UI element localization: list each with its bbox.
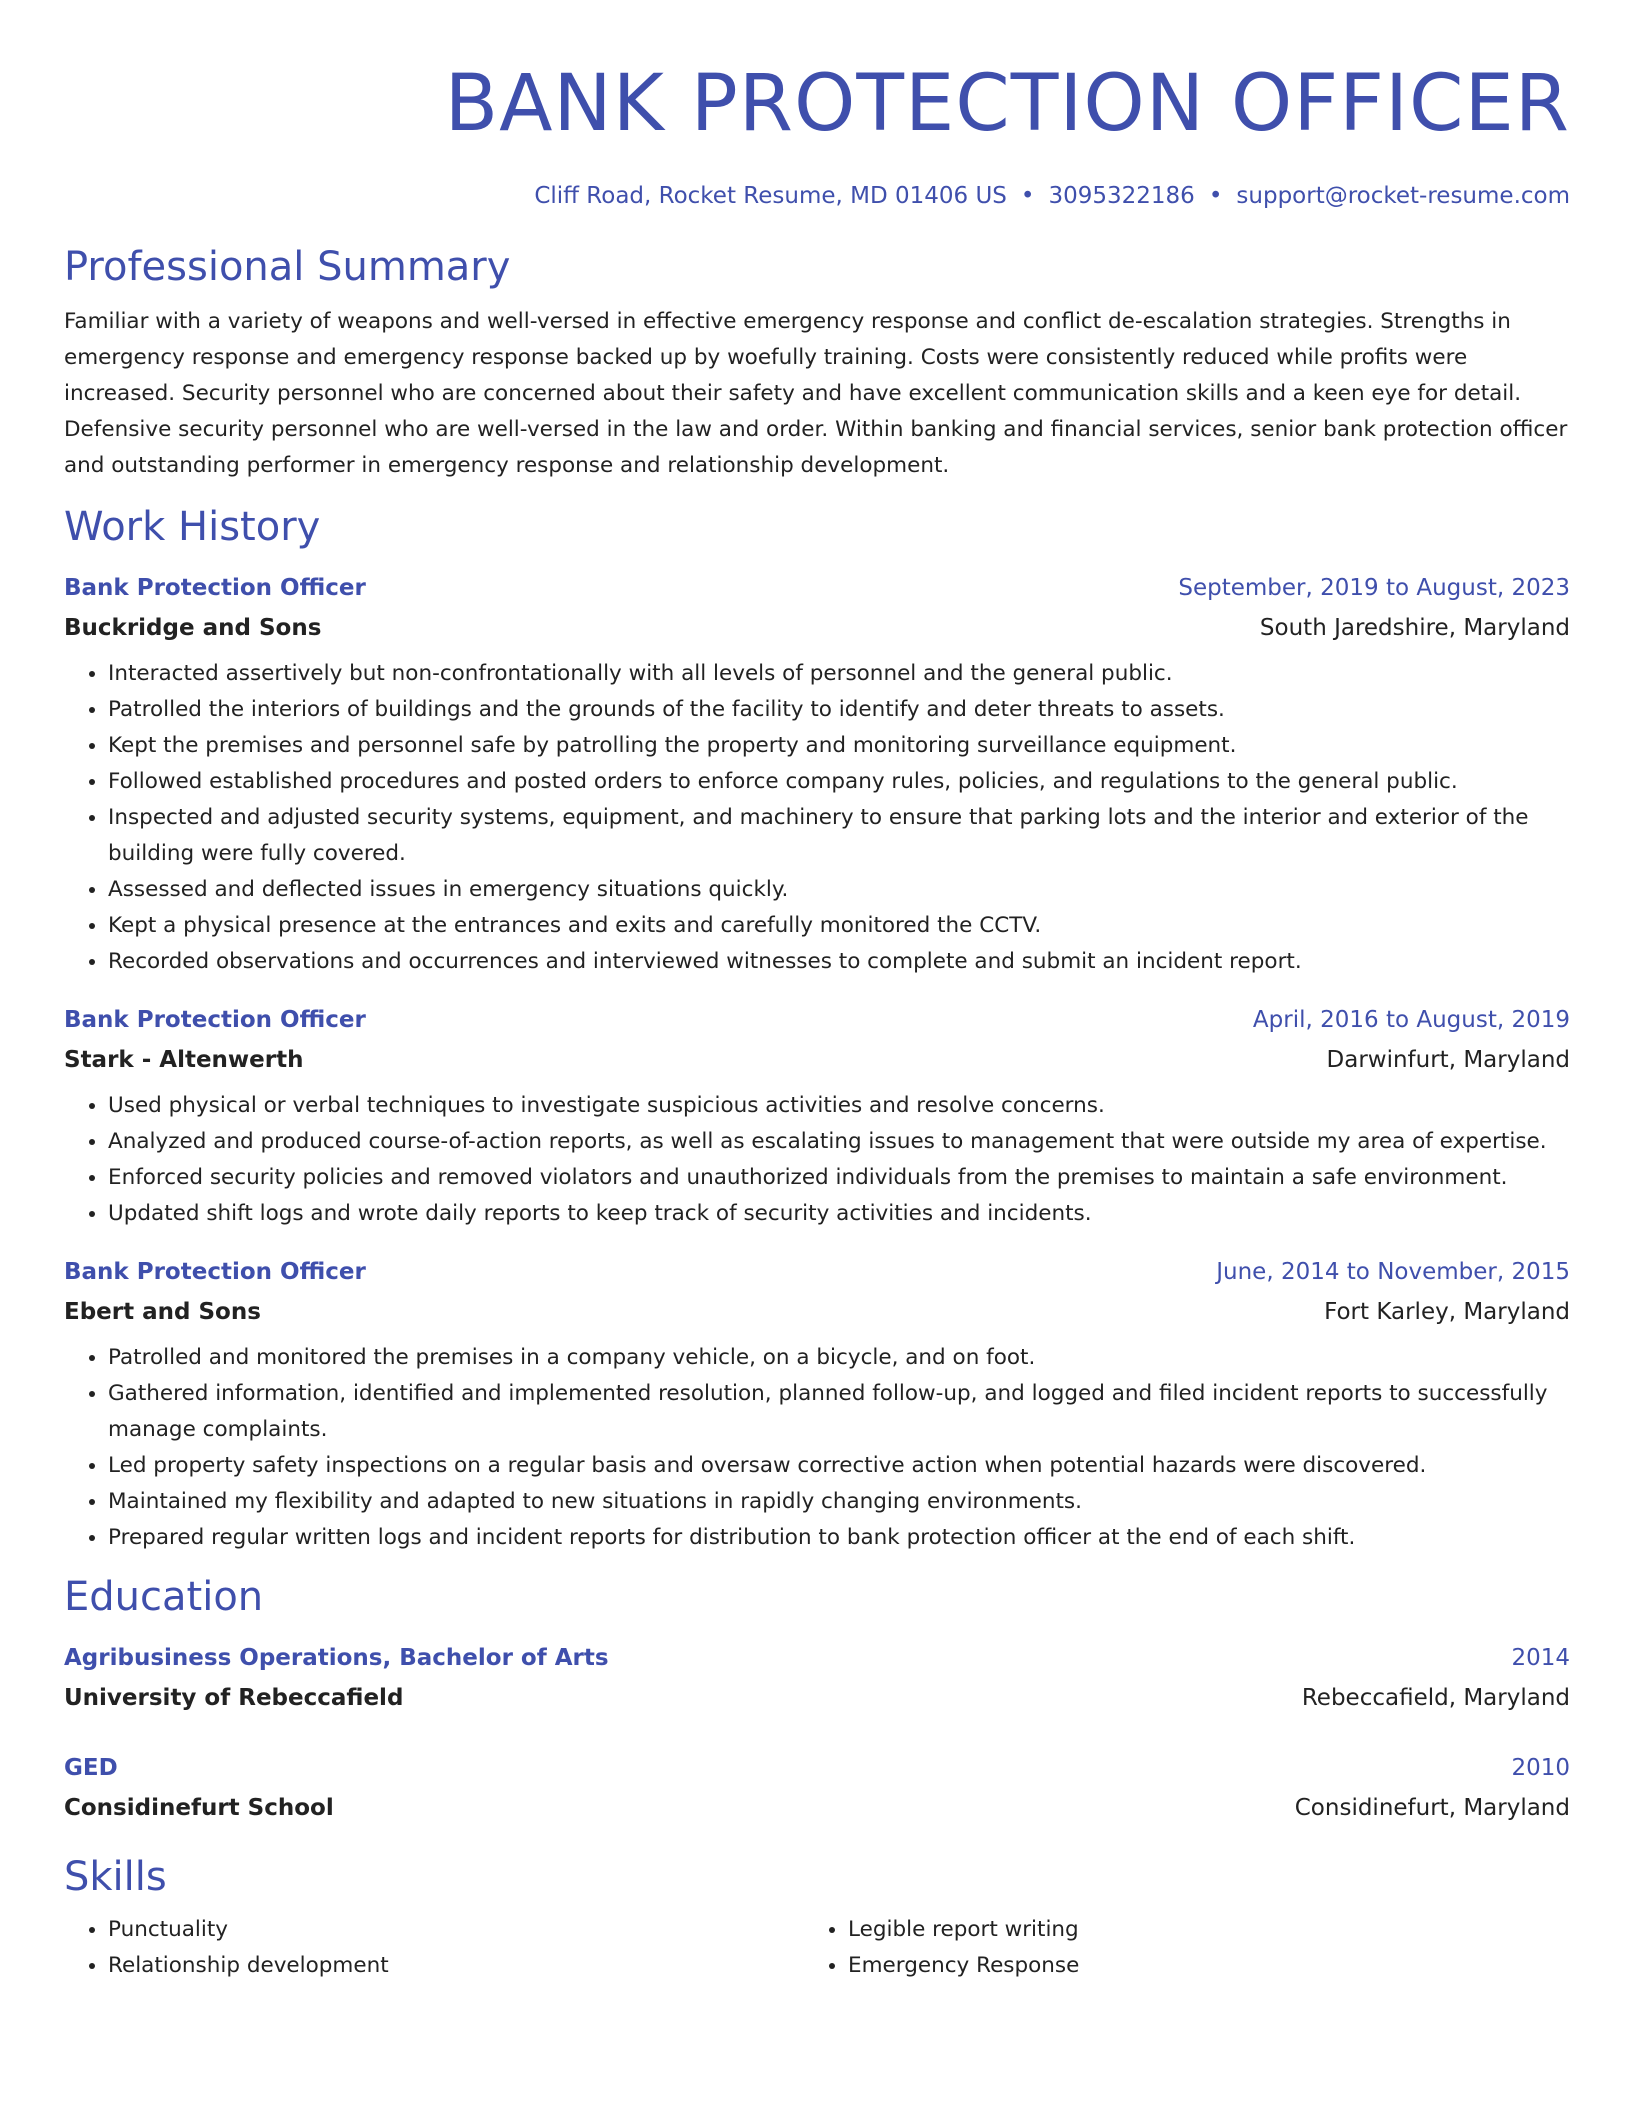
job-bullet: • Updated shift logs and wrote daily reports to keep track of security activities and incidents.: [108, 1196, 1570, 1232]
contact-separator: •: [1208, 183, 1223, 209]
skills-column-left: [64, 1912, 804, 1984]
job-dates: September, 2019 to August, 2023: [1178, 575, 1570, 601]
job-entry: [64, 1252, 1570, 1556]
job-bullet: • Led property safety inspections on a regular basis and oversaw corrective action when potential hazards were discovered.: [108, 1448, 1570, 1484]
school-name: University of Rebeccafield: [64, 1685, 404, 1711]
summary-text: Familiar with a variety of weapons and well-versed in effective emergency response and conflict de-escalation strategies. Strengths in emergency response and emergency response backed up by woefully training. Costs were consistently reduced while profits were increased. Security personnel who are concerned about their safety and have excellent communication skills and a keen eye for detail. Defensive security personnel who are well-versed in the law and order. Within banking and financial services, senior bank protection officer and outstanding performer in emergency response and relationship development.: [64, 309, 1568, 478]
job-bullet: • Used physical or verbal techniques to investigate suspicious activities and resolve concerns.: [108, 1088, 1570, 1124]
job-entry: [64, 1000, 1570, 1232]
job-bullets: [64, 656, 1570, 980]
job-bullet: • Patrolled and monitored the premises in a company vehicle, on a bicycle, and on foot.: [108, 1340, 1570, 1376]
education-entry: [64, 1748, 1570, 1828]
school-name: Considinefurt School: [64, 1795, 334, 1821]
school-location: Rebeccafield, Maryland: [1301, 1685, 1570, 1711]
graduation-year: 2010: [1511, 1755, 1570, 1781]
summary-heading: Professional Summary: [64, 244, 511, 290]
skill-item: • Emergency Response: [848, 1948, 1544, 1984]
skill-item: • Legible report writing: [848, 1912, 1544, 1948]
job-bullets: [64, 1340, 1570, 1556]
job-title: Bank Protection Officer: [64, 575, 366, 601]
skills-column-right: [804, 1912, 1544, 1984]
graduation-year: 2014: [1511, 1645, 1570, 1671]
job-location: Fort Karley, Maryland: [1324, 1299, 1570, 1325]
job-bullet: • Prepared regular written logs and incident reports for distribution to bank protection officer at the end of each shift.: [108, 1520, 1570, 1556]
job-bullets: [64, 1088, 1570, 1232]
contact-address: Cliff Road, Rocket Resume, MD 01406 US: [534, 183, 1007, 209]
resume-header: [64, 50, 1570, 212]
job-bullet: • Maintained my flexibility and adapted to new situations in rapidly changing environments.: [108, 1484, 1570, 1520]
skills-list: [64, 1912, 1570, 1984]
skill-item: • Punctuality: [108, 1912, 804, 1948]
skills-heading: Skills: [64, 1854, 167, 1900]
job-bullet: • Assessed and deflected issues in emergency situations quickly.: [108, 872, 1570, 908]
job-bullet: • Inspected and adjusted security systems, equipment, and machinery to ensure that parking lots and the interior and exterior of the building were fully covered.: [108, 800, 1570, 872]
job-bullet: • Enforced security policies and removed violators and unauthorized individuals from the premises to maintain a safe environment.: [108, 1160, 1570, 1196]
job-title: Bank Protection Officer: [64, 1007, 366, 1033]
job-bullet: • Followed established procedures and posted orders to enforce company rules, policies, and regulations to the general public.: [108, 764, 1570, 800]
job-location: Darwinfurt, Maryland: [1326, 1047, 1570, 1073]
job-dates: April, 2016 to August, 2019: [1252, 1007, 1570, 1033]
company-name: Ebert and Sons: [64, 1299, 261, 1325]
company-name: Stark - Altenwerth: [64, 1047, 304, 1073]
job-entry: [64, 568, 1570, 980]
job-bullet: • Recorded observations and occurrences and interviewed witnesses to complete and submit an incident report.: [108, 944, 1570, 980]
education-entry: [64, 1638, 1570, 1718]
contact-line: [64, 180, 1570, 212]
job-bullet: • Patrolled the interiors of buildings and the grounds of the facility to identify and deter threats to assets.: [108, 692, 1570, 728]
job-bullet: • Analyzed and produced course-of-action reports, as well as escalating issues to management that were outside my area of expertise.: [108, 1124, 1570, 1160]
job-dates: June, 2014 to November, 2015: [1216, 1259, 1570, 1285]
contact-email: support@rocket-resume.com: [1236, 183, 1570, 209]
job-bullet: • Gathered information, identified and implemented resolution, planned follow-up, and logged and filed incident reports to successfully manage complaints.: [108, 1376, 1570, 1448]
job-bullet: • Kept the premises and personnel safe by patrolling the property and monitoring surveillance equipment.: [108, 728, 1570, 764]
skill-item: • Relationship development: [108, 1948, 804, 1984]
school-location: Considinefurt, Maryland: [1294, 1795, 1570, 1821]
job-title: Bank Protection Officer: [64, 1259, 366, 1285]
work-history-heading: Work History: [64, 504, 321, 550]
contact-phone: 3095322186: [1048, 183, 1195, 209]
degree-name: Agribusiness Operations, Bachelor of Arts: [64, 1645, 609, 1671]
job-bullet: • Interacted assertively but non-confrontationally with all levels of personnel and the general public.: [108, 656, 1570, 692]
candidate-title: BANK PROTECTION OFFICER: [444, 59, 1570, 149]
job-location: South Jaredshire, Maryland: [1259, 615, 1570, 641]
company-name: Buckridge and Sons: [64, 615, 322, 641]
job-bullet: • Kept a physical presence at the entrances and exits and carefully monitored the CCTV.: [108, 908, 1570, 944]
contact-separator: •: [1020, 183, 1035, 209]
degree-name: GED: [64, 1755, 118, 1781]
education-heading: Education: [64, 1574, 264, 1620]
